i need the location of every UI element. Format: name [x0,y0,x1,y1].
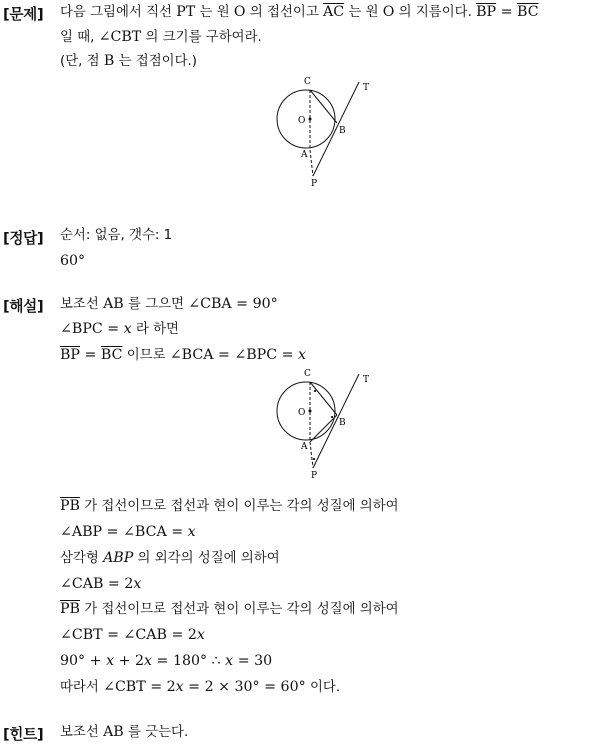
problem-figure [270,74,380,194]
problem-line-2: 일 때, ∠CBT 의 크기를 구하여라. [60,29,262,45]
tangent-pt [313,374,359,468]
label-a: A [301,150,308,160]
problem-label: [문제] [3,6,44,23]
solution-step-2: ∠BPC = x 라 하면 [60,321,179,337]
label-o: O [298,408,306,418]
solution-label: [해설] [3,298,44,315]
answer-value: 60° [60,253,86,269]
solution-step-6: 삼각형 ABP 의 외각의 성질에 의하여 [60,550,280,566]
angle-mark-p [313,458,315,460]
label-p: P [311,179,318,189]
circle-o [277,382,335,440]
label-c: C [304,77,311,87]
circle-o [277,90,335,148]
solution-step-8: $\overline{PB}$ 가 접선이므로 접선과 현이 이루는 각의 성질에 의하여 [60,601,399,617]
solution-step-4: $\overline{PB}$ 가 접선이므로 접선과 현이 이루는 각의 성질에 의하여 [60,498,399,514]
line-ap [310,150,313,176]
center-point [309,118,312,121]
angle-mark-c [314,390,316,392]
arc-bc: $\overline{BC}$ [517,4,539,20]
problem-line-1: 다음 그림에서 직선 PT 는 원 O 의 접선이고 $\overline{AC}$ 는 원 O 의 지름이다. $\overline{BP} = \overline{BC}$ [60,4,539,20]
tangent-pt [313,82,359,176]
solution-step-5: ∠ABP = ∠BCA = x [60,524,196,540]
label-t: T [363,375,370,385]
arc-bp: $\overline{BP}$ [476,4,497,20]
problem-line-3: (단, 점 B 는 접점이다.) [60,53,197,69]
hint-text: 보조선 AB 를 긋는다. [60,724,189,740]
label-b: B [339,126,346,136]
segment-ac: $\overline{AC}$ [323,4,345,20]
label-t: T [363,83,370,93]
solution-step-1: 보조선 AB 를 그으면 ∠CBA = 90° [60,296,278,312]
solution-step-11: 따라서 ∠CBT = 2x = 2 × 30° = 60° 이다. [60,679,341,695]
answer-meta: 순서: 없음, 갯수: 1 [60,228,173,243]
chord-cb [310,90,337,123]
chord-cb [310,382,337,415]
line-ap [310,442,313,468]
hint-label: [힌트] [3,726,44,743]
chord-ab [310,415,337,442]
answer-label: [정답] [3,230,44,247]
label-b: B [339,418,346,428]
solution-step-3: $\overline{BP} = \overline{BC}$ 이므로 ∠BCA = ∠BPC = x [60,347,307,363]
label-p: P [311,471,318,481]
label-c: C [304,369,311,379]
center-point [309,410,312,413]
label-o: O [298,116,306,126]
solution-step-9: ∠CBT = ∠CAB = 2x [60,627,205,643]
solution-figure [270,366,380,486]
angle-mark-b [331,416,333,418]
solution-step-10: 90° + x + 2x = 180° ∴ x = 30 [60,653,273,669]
label-a: A [301,442,308,452]
solution-step-7: ∠CAB = 2x [60,576,142,592]
